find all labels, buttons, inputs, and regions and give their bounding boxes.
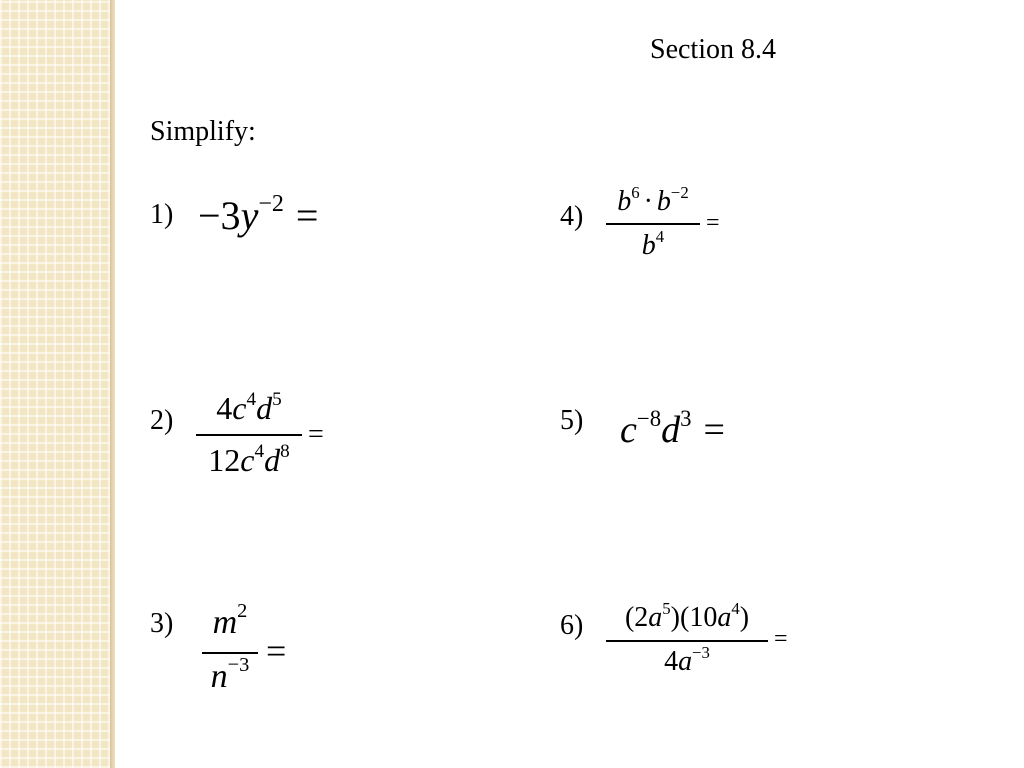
- problem-6-denominator: $4a^{-3}$: [664, 643, 710, 677]
- problem-1-equals: =: [295, 193, 319, 238]
- problem-2-label: 2): [150, 405, 174, 436]
- problem-2-fraction: [196, 386, 302, 486]
- problem-3-label: 3): [150, 608, 174, 639]
- problem-4-fraction: [606, 178, 700, 268]
- problem-4-label: 4): [560, 201, 584, 232]
- instruction-text: Simplify:: [150, 116, 256, 147]
- problem-6-label: 6): [560, 610, 584, 641]
- problem-6-equals: =: [774, 626, 788, 652]
- problem-4-numerator: $b^6 \cdot b^{-2}$: [617, 183, 689, 217]
- problem-1-coefficient: −3: [198, 193, 241, 238]
- problem-6-fraction-bar: [606, 640, 768, 642]
- problem-3-numerator: $m^2$: [212, 600, 248, 641]
- problem-2-numerator: $4c^4d^5$: [216, 389, 282, 426]
- problem-3-fraction: [202, 598, 258, 704]
- problem-4-denominator: $b^4$: [641, 227, 665, 261]
- problem-1-variable: y: [240, 193, 259, 238]
- problem-2-denominator: $12c^4d^8$: [208, 441, 290, 478]
- problem-1-exponent: −2: [258, 191, 284, 217]
- problem-1-label: 1): [150, 199, 174, 230]
- problem-3-denominator: $n^{-3}$: [210, 654, 250, 695]
- problem-2-equals: =: [308, 419, 324, 450]
- sidebar-edge: [110, 0, 115, 768]
- problem-2-fraction-bar: [196, 434, 302, 436]
- problem-5-label: 5): [560, 405, 584, 436]
- problem-6-fraction: [606, 594, 768, 690]
- section-title: Section 8.4: [650, 34, 776, 65]
- problem-4-equals: =: [706, 210, 720, 236]
- problem-5-expression: $c^{-8}d^3$ =: [620, 406, 725, 451]
- decorative-sidebar: [0, 0, 110, 768]
- problem-1-expression: [198, 192, 318, 239]
- problem-5-equals: =: [703, 409, 725, 451]
- problem-3-equals: =: [266, 631, 287, 671]
- problem-6-numerator: $(2a^5)(10a^4)$: [624, 599, 750, 633]
- problem-4-fraction-bar: [606, 223, 700, 225]
